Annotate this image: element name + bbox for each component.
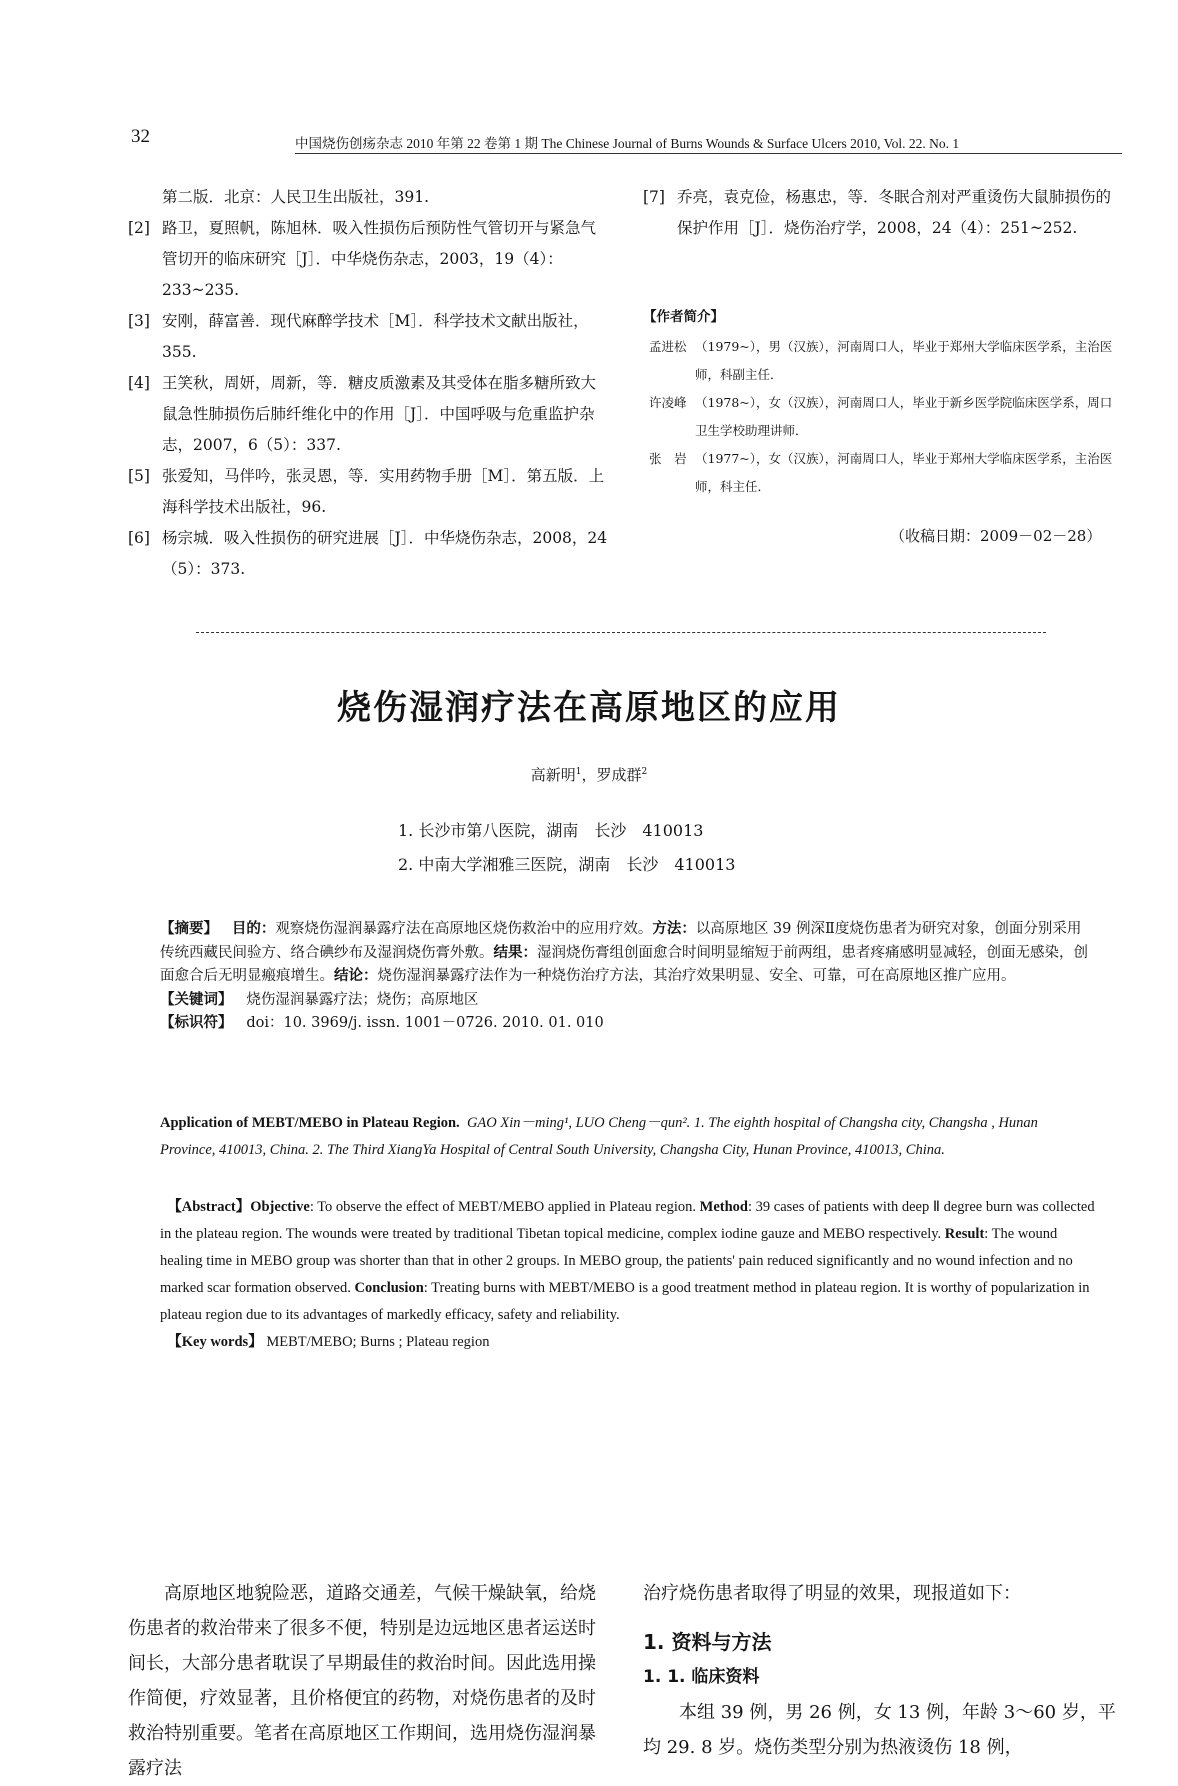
author-info-item [643, 389, 1123, 445]
objective-en-label: Objective [250, 1199, 310, 1215]
result-en-label: Result [944, 1226, 985, 1242]
author-desc: （1977~），女（汉族），河南周口人，毕业于郑州大学临床医学系，主治医师，科主任． [695, 451, 1113, 494]
author-name: 孟进松 [649, 339, 687, 354]
keywords-en-label: 【Key words】 [167, 1334, 263, 1350]
author-desc: （1978~），女（汉族），河南周口人，毕业于新乡医学院临床医学系，周口卫生学校助理讲师． [695, 395, 1113, 438]
author-info [643, 305, 1123, 501]
reference-item [128, 461, 608, 523]
conclusion-text: 烧伤湿润暴露疗法作为一种烧伤治疗方法，其治疗效果明显、安全、可靠，可在高原地区推广应用。 [377, 968, 1016, 984]
body-right-column [643, 1576, 1123, 1765]
keywords-text: 烧伤湿润暴露疗法；烧伤；高原地区 [246, 991, 479, 1008]
conclusion-en-label: Conclusion [354, 1280, 424, 1296]
author-name: 许凌峰 [649, 395, 687, 410]
references-left [128, 182, 608, 585]
reference-number: [3] [128, 312, 150, 330]
author-info-item [643, 333, 1123, 389]
conclusion-en-text: : Treating burns with MEBT/MEBO is a good treatment method in plateau region. It is worthy of popularization in plateau region due to its advantages of markedly efficacy, safety and reliability. [160, 1280, 1090, 1323]
reference-item [128, 368, 608, 461]
reference-text: 安刚，薛富善．现代麻醉学技术［M］．科学技术文献出版社，355. [162, 312, 589, 361]
author-separator: ， [581, 766, 597, 784]
reference-text: 路卫，夏照帆，陈旭林．吸入性损伤后预防性气管切开与紧急气管切开的临床研究［J］．中华烧伤杂志，2003，19（4）：233~235. [162, 219, 597, 299]
author-info-heading: 【作者简介】 [643, 309, 724, 325]
objective-label: 目的： [231, 921, 276, 937]
abstract-en [160, 1194, 1095, 1356]
author-desc: （1979~），男（汉族），河南周口人，毕业于郑州大学临床医学系，主治医师，科副主任． [695, 339, 1113, 382]
author-name: 张 岩 [649, 451, 687, 466]
affiliation-2: 2. 中南大学湘雅三医院，湖南 长沙 410013 [398, 855, 736, 874]
author-line [0, 764, 1178, 785]
english-title: Application of MEBT/MEBO in Plateau Region. [160, 1115, 460, 1131]
keywords-en-text: MEBT/MEBO; Burns ; Plateau region [266, 1334, 490, 1350]
reference-text: 杨宗城．吸入性损伤的研究进展［J］．中华烧伤杂志，2008，24（5）：373. [162, 529, 608, 578]
abstract-en-header [160, 1110, 1095, 1164]
reference-item [128, 306, 608, 368]
page-number: 32 [131, 126, 150, 147]
body-paragraph: 本组 39 例，男 26 例，女 13 例，年龄 3～60 岁，平均 29. 8 岁。烧伤类型分别为热液烫伤 18 例， [643, 1702, 1116, 1758]
keywords-label: 【关键词】 [160, 991, 233, 1008]
author-name: 高新明 [530, 766, 576, 784]
abstract-zh-body [160, 918, 1095, 989]
reference-number: [7] [643, 188, 665, 206]
reference-number: [5] [128, 467, 150, 485]
objective-en-text: : To observe the effect of MEBT/MEBO applied in Plateau region. [309, 1199, 697, 1215]
body-paragraph: 高原地区地貌险恶，道路交通差，气候干燥缺氧，给烧伤患者的救治带来了很多不便，特别是边远地区患者运送时间长，大部分患者耽误了早期最佳的救治时间。因此选用操作简便，疗效显著，且价格便宜的药物，对烧伤患者的及时救治特别重要。笔者在高原地区工作期间，选用烧伤湿润暴露疗法 [128, 1583, 596, 1779]
section-heading: 1. 资料与方法 [643, 1630, 772, 1654]
reference-text: 第二版．北京：人民卫生出版社，391. [162, 188, 430, 206]
author-superscript: 2 [641, 767, 648, 777]
affiliation-1: 1. 长沙市第八医院，湖南 长沙 410013 [398, 821, 704, 840]
conclusion-label: 结论： [334, 968, 378, 984]
body-left-column [128, 1576, 608, 1786]
abstract-zh [160, 918, 1095, 1036]
body-paragraph: 治疗烧伤患者取得了明显的效果，现报道如下： [643, 1583, 1021, 1604]
running-title: 中国烧伤创疡杂志 2010 年第 22 卷第 1 期 The Chinese Journal of Burns Wounds & Surface Ulcers 2010, Vol. 22. No. 1 [295, 136, 960, 151]
reference-item [128, 182, 608, 213]
reference-item [643, 182, 1123, 244]
author-info-item [643, 445, 1123, 501]
result-en-text: : The wound healing time in MEBO group was shorter than that in other 2 groups. In MEBO group, the patients' pain reduced significantly and no wound infection and no marked scar formation observed. [160, 1226, 1073, 1296]
reference-text: 张爱知，马伴吟，张灵恩，等．实用药物手册［M］．第五版．上海科学技术出版社，96. [162, 467, 605, 516]
method-label: 方法： [652, 921, 696, 937]
received-date: （收稿日期：2009－02－28） [890, 527, 1102, 545]
reference-number: [4] [128, 374, 150, 392]
header-rule [295, 153, 1122, 154]
reference-number: [6] [128, 529, 150, 547]
reference-item [128, 213, 608, 306]
english-byline: GAO Xin－ming¹, LUO Cheng－qun². 1. The eighth hospital of Changsha city, Changsha , Hunan Province, 410013, China. 2. The Third XiangYa Hospital of Central South University, Changsha City, Hunan Province, 410013, China. [160, 1115, 1038, 1158]
reference-item [128, 523, 608, 585]
result-text: 湿润烧伤膏组创面愈合时间明显缩短于前两组，患者疼痛感明显减轻，创面无感染，创面愈合后无明显瘢痕增生。 [160, 944, 1088, 984]
reference-text: 乔亮，袁克俭，杨惠忠，等．冬眠合剂对严重烫伤大鼠肺损伤的保护作用［J］．烧伤治疗学，2008，24（4）：251~252. [677, 188, 1112, 237]
abstract-label: 【摘要】 [160, 921, 218, 937]
references-right [643, 182, 1123, 244]
identifier-zh [160, 1012, 1095, 1036]
keywords-en [160, 1329, 1095, 1356]
method-en-label: Method [699, 1199, 749, 1215]
section-divider [196, 632, 1046, 633]
article-title: 烧伤湿润疗法在高原地区的应用 [337, 688, 841, 728]
keywords-zh [160, 989, 1095, 1013]
reference-text: 王笑秋，周妍，周新，等．糖皮质激素及其受体在脂多糖所致大鼠急性肺损伤后肺纤维化中的作用［J］．中国呼吸与危重监护杂志，2007，6（5）：337. [162, 374, 597, 454]
identifier-text: doi：10. 3969/j. issn. 1001－0726. 2010. 01. 010 [246, 1015, 604, 1031]
identifier-label: 【标识符】 [160, 1015, 233, 1031]
method-en-text: : 39 cases of patients with deep Ⅱ degree burn was collected in the plateau region. The wounds were treated by traditional Tibetan topical medicine, complex iodine gauze and MEBO respectively. [160, 1199, 1095, 1242]
abstract-en-label: 【Abstract】 [167, 1199, 251, 1215]
method-text: 以高原地区 39 例深Ⅱ度烧伤患者为研究对象，创面分别采用传统西藏民间验方、络合碘纱布及湿润烧伤膏外敷。 [160, 921, 1082, 961]
objective-text: 观察烧伤湿润暴露疗法在高原地区烧伤救治中的应用疗效。 [275, 921, 653, 937]
result-label: 结果： [493, 944, 537, 961]
author-superscript: 1 [575, 767, 582, 777]
author-name: 罗成群 [596, 766, 642, 784]
subsection-heading: 1. 1. 临床资料 [643, 1667, 760, 1687]
reference-number: [2] [128, 219, 150, 237]
